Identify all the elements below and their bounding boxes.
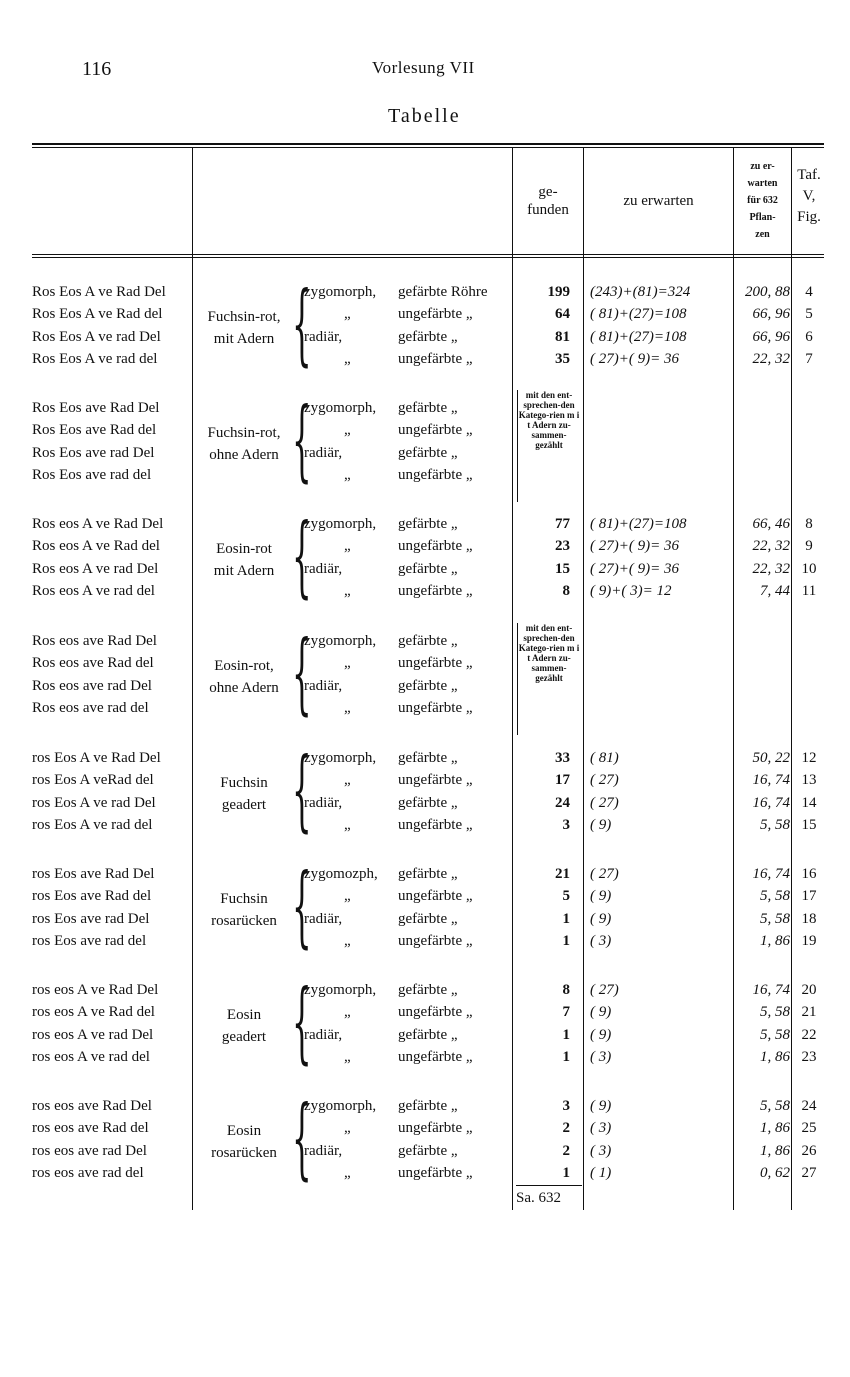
expected-632-cell: 200, 88 (745, 284, 790, 300)
figure-cell: 7 (805, 350, 813, 367)
expected-632-cell: 16, 74 (752, 772, 790, 789)
expected-632-cell: 22, 32 (752, 350, 790, 367)
expected-cell: ( 27) (590, 794, 619, 811)
note-bracket (517, 623, 518, 735)
found-cell: 3 (562, 816, 570, 833)
color-cell: gefärbte „ (398, 400, 458, 416)
genotype-cell: ros Eos ave rad del (32, 932, 147, 949)
expected-cell: ( 9) (590, 816, 612, 833)
group-label: Fuchsin geadert (220, 775, 268, 813)
page-number: 116 (82, 58, 112, 80)
form-cell: „ (344, 466, 351, 483)
group-label: Fuchsin-rot, ohne Adern (207, 425, 281, 463)
form-cell: „ (344, 538, 351, 555)
form-cell: „ (344, 422, 351, 439)
color-cell: ungefärbte „ (398, 1120, 473, 1137)
expected-632-cell: 5, 58 (760, 816, 790, 833)
genotype-cell: Ros Eos ave rad Del (32, 444, 155, 461)
group-label: Eosin-rot, ohne Adern (209, 658, 279, 696)
color-cell: gefärbte „ (398, 866, 458, 882)
expected-cell: ( 9) (590, 1004, 612, 1021)
genotype-cell: Ros eos ave rad Del (32, 677, 152, 694)
color-cell: gefärbte „ (398, 1098, 458, 1114)
genotype-cell: Ros Eos ave rad del (32, 466, 152, 483)
genotype-cell: ros Eos A veRad del (32, 772, 154, 789)
form-cell: „ (344, 888, 351, 905)
header-bottom-rule-2 (32, 257, 824, 258)
genotype-cell: Ros eos ave Rad del (32, 655, 154, 672)
brace-icon: { (292, 854, 312, 957)
genotype-cell: ros eos A ve Rad del (32, 1004, 155, 1021)
found-cell: 8 (562, 582, 570, 599)
genotype-cell: ros eos ave rad del (32, 1164, 144, 1181)
expected-cell: ( 27)+( 9)= 36 (590, 538, 679, 555)
color-cell: ungefärbte „ (398, 306, 473, 323)
found-cell: 7 (562, 1004, 570, 1021)
figure-cell: 26 (801, 1142, 817, 1159)
col-header-expected: zu erwarten (623, 193, 694, 209)
expected-cell: ( 3) (590, 1048, 612, 1065)
figure-cell: 25 (801, 1120, 817, 1137)
genotype-cell: ros Eos A ve Rad Del (32, 750, 161, 766)
form-cell: zygomorph, (304, 516, 377, 532)
expected-632-cell: 5, 58 (760, 1098, 790, 1114)
expected-cell: ( 81)+(27)=108 (590, 328, 687, 345)
found-cell: 24 (555, 794, 570, 811)
found-cell: 21 (555, 866, 570, 882)
expected-cell: (243)+(81)=324 (590, 284, 691, 300)
form-cell: radiär, (304, 677, 343, 694)
form-cell: „ (344, 1120, 351, 1137)
form-cell: zygomozph, (304, 866, 378, 882)
figure-cell: 13 (801, 772, 817, 789)
expected-632-cell: 50, 22 (752, 750, 790, 766)
color-cell: gefärbte „ (398, 444, 458, 461)
expected-cell: ( 27)+( 9)= 36 (590, 560, 679, 577)
expected-cell: ( 27) (590, 772, 619, 789)
color-cell: gefärbte „ (398, 794, 458, 811)
expected-cell: ( 9)+( 3)= 12 (590, 582, 672, 599)
header-bottom-rule (32, 254, 824, 255)
found-cell: 2 (562, 1120, 570, 1137)
form-cell: radiär, (304, 910, 343, 927)
note-bracket (517, 390, 518, 502)
expected-632-cell: 66, 96 (752, 328, 790, 345)
expected-632-cell: 5, 58 (760, 1004, 790, 1021)
form-cell: radiär, (304, 794, 343, 811)
form-cell: „ (344, 350, 351, 367)
form-cell: zygomorph, (304, 1098, 377, 1114)
expected-cell: ( 9) (590, 888, 612, 905)
brace-icon: { (292, 970, 312, 1073)
brace-icon: { (292, 621, 312, 724)
figure-cell: 15 (801, 816, 817, 833)
brace-icon: { (292, 1086, 312, 1189)
expected-cell: ( 81)+(27)=108 (590, 516, 687, 532)
figure-cell: 16 (801, 866, 817, 882)
genotype-cell: Ros eos A ve rad del (32, 582, 155, 599)
expected-632-cell: 22, 32 (752, 560, 790, 577)
genotype-cell: ros Eos A ve rad del (32, 816, 153, 833)
expected-cell: ( 81) (590, 750, 619, 766)
expected-632-cell: 66, 96 (752, 306, 790, 323)
form-cell: „ (344, 816, 351, 833)
total-rule (516, 1185, 582, 1186)
figure-cell: 19 (801, 932, 817, 949)
color-cell: ungefärbte „ (398, 888, 473, 905)
genotype-cell: Ros Eos A ve Rad Del (32, 284, 166, 300)
expected-cell: ( 3) (590, 932, 612, 949)
group-label: Fuchsin rosarücken (211, 891, 277, 929)
top-rule (32, 143, 824, 145)
col-rule-2 (512, 148, 513, 1210)
expected-cell: ( 3) (590, 1142, 612, 1159)
found-cell: 1 (562, 932, 570, 949)
col-rule-5 (791, 148, 792, 1210)
col-header-expected-632: zu er- warten für 632 Pflan- zen (747, 161, 778, 240)
expected-632-cell: 66, 46 (752, 516, 790, 532)
col-header-plate: Taf. V, Fig. (797, 167, 821, 225)
color-cell: ungefärbte „ (398, 422, 473, 439)
color-cell: gefärbte „ (398, 633, 458, 649)
color-cell: ungefärbte „ (398, 1048, 473, 1065)
expected-632-cell: 5, 58 (760, 888, 790, 905)
expected-cell: ( 1) (590, 1164, 612, 1181)
form-cell: zygomorph, (304, 284, 377, 300)
form-cell: radiär, (304, 560, 343, 577)
found-cell: 1 (562, 1048, 570, 1065)
expected-632-cell: 16, 74 (752, 794, 790, 811)
genotype-cell: Ros Eos A ve Rad del (32, 306, 163, 323)
figure-cell: 10 (801, 560, 817, 577)
color-cell: ungefärbte „ (398, 655, 473, 672)
found-cell: 2 (562, 1142, 570, 1159)
form-cell: „ (344, 772, 351, 789)
genotype-cell: ros Eos ave rad Del (32, 910, 150, 927)
group-label: Eosin-rot mit Adern (213, 541, 275, 579)
figure-cell: 4 (805, 284, 813, 300)
running-header: Vorlesung VII (372, 58, 475, 77)
form-cell: radiär, (304, 1142, 343, 1159)
genotype-cell: Ros eos ave rad del (32, 699, 149, 716)
color-cell: gefärbte „ (398, 1142, 458, 1159)
top-rule-thin (32, 147, 824, 148)
found-cell: 8 (562, 982, 570, 998)
figure-cell: 8 (805, 516, 813, 532)
genotype-cell: ros eos ave rad Del (32, 1142, 147, 1159)
genotype-cell: Ros Eos A ve rad del (32, 350, 158, 367)
color-cell: ungefärbte „ (398, 582, 473, 599)
form-cell: „ (344, 1048, 351, 1065)
found-cell: 77 (555, 516, 570, 532)
expected-cell: ( 27) (590, 866, 619, 882)
genotype-cell: ros Eos A ve rad Del (32, 794, 156, 811)
brace-icon: { (292, 272, 312, 375)
form-cell: radiär, (304, 444, 343, 461)
color-cell: ungefärbte „ (398, 772, 473, 789)
genotype-cell: ros eos A ve Rad Del (32, 982, 159, 998)
figure-cell: 17 (801, 888, 817, 905)
genotype-cell: ros eos A ve rad del (32, 1048, 150, 1065)
figure-cell: 5 (805, 306, 813, 323)
color-cell: gefärbte „ (398, 982, 458, 998)
genotype-cell: ros eos ave Rad Del (32, 1098, 152, 1114)
color-cell: ungefärbte „ (398, 816, 473, 833)
col-rule-3 (583, 148, 584, 1210)
genotype-cell: Ros eos A ve Rad del (32, 538, 160, 555)
found-cell: 1 (562, 1026, 570, 1043)
expected-cell: ( 3) (590, 1120, 612, 1137)
found-cell: 17 (555, 772, 570, 789)
found-cell: 81 (555, 328, 570, 345)
form-cell: zygomorph, (304, 633, 377, 649)
figure-cell: 20 (801, 982, 817, 998)
color-cell: ungefärbte „ (398, 1004, 473, 1021)
figure-cell: 9 (805, 538, 813, 555)
found-cell: 5 (562, 888, 570, 905)
form-cell: „ (344, 306, 351, 323)
figure-cell: 12 (801, 750, 817, 766)
brace-icon: { (292, 504, 312, 607)
form-cell: radiär, (304, 328, 343, 345)
found-cell: 3 (562, 1098, 570, 1114)
expected-632-cell: 16, 74 (752, 866, 790, 882)
col-header-found: ge- funden (527, 184, 569, 218)
figure-cell: 18 (801, 910, 817, 927)
figure-cell: 21 (801, 1004, 817, 1021)
form-cell: zygomorph, (304, 400, 377, 416)
color-cell: gefärbte „ (398, 910, 458, 927)
color-cell: ungefärbte „ (398, 932, 473, 949)
color-cell: gefärbte „ (398, 328, 458, 345)
form-cell: zygomorph, (304, 982, 377, 998)
figure-cell: 11 (801, 582, 817, 599)
expected-cell: ( 81)+(27)=108 (590, 306, 687, 323)
color-cell: ungefärbte „ (398, 538, 473, 555)
color-cell: gefärbte „ (398, 560, 458, 577)
found-cell: 23 (555, 538, 570, 555)
found-cell: 199 (547, 284, 570, 300)
group-label: Fuchsin-rot, mit Adern (207, 309, 281, 347)
color-cell: gefärbte „ (398, 1026, 458, 1043)
expected-cell: ( 9) (590, 1098, 612, 1114)
color-cell: gefärbte Röhre (398, 284, 488, 300)
form-cell: radiär, (304, 1026, 343, 1043)
found-cell: 15 (555, 560, 570, 577)
expected-632-cell: 1, 86 (760, 1120, 790, 1137)
found-cell: 33 (555, 750, 570, 766)
genotype-cell: ros eos A ve rad Del (32, 1026, 154, 1043)
genotype-cell: ros Eos ave Rad del (32, 888, 152, 905)
genotype-cell: Ros eos A ve rad Del (32, 560, 159, 577)
genotype-cell: Ros eos A ve Rad Del (32, 516, 164, 532)
genotype-cell: Ros eos ave Rad Del (32, 633, 157, 649)
color-cell: gefärbte „ (398, 750, 458, 766)
figure-cell: 6 (805, 328, 813, 345)
expected-632-cell: 1, 86 (760, 932, 790, 949)
expected-632-cell: 0, 62 (760, 1164, 790, 1181)
group-note: mit den ent-sprechen-den Katego-rien m i t Adern zu-sammen-gezählt (518, 623, 580, 683)
group-label: Eosin rosarücken (211, 1123, 277, 1161)
expected-632-cell: 5, 58 (760, 910, 790, 927)
expected-cell: ( 27)+( 9)= 36 (590, 350, 679, 367)
expected-632-cell: 1, 86 (760, 1048, 790, 1065)
genotype-cell: ros eos ave Rad del (32, 1120, 149, 1137)
form-cell: „ (344, 1164, 351, 1181)
expected-cell: ( 27) (590, 982, 619, 998)
expected-632-cell: 16, 74 (752, 982, 790, 998)
figure-cell: 23 (801, 1048, 817, 1065)
total-label: Sa. 632 (516, 1190, 561, 1206)
color-cell: ungefärbte „ (398, 699, 473, 716)
group-note: mit den ent-sprechen-den Katego-rien m i t Adern zu-sammen-gezählt (518, 390, 580, 450)
genotype-cell: Ros Eos ave Rad del (32, 422, 157, 439)
form-cell: „ (344, 1004, 351, 1021)
figure-cell: 14 (801, 794, 817, 811)
figure-cell: 24 (801, 1098, 817, 1114)
expected-cell: ( 9) (590, 910, 612, 927)
found-cell: 1 (562, 1164, 570, 1181)
expected-cell: ( 9) (590, 1026, 612, 1043)
genotype-cell: ros Eos ave Rad Del (32, 866, 155, 882)
expected-632-cell: 5, 58 (760, 1026, 790, 1043)
figure-cell: 27 (801, 1164, 817, 1181)
found-cell: 35 (555, 350, 570, 367)
expected-632-cell: 7, 44 (760, 582, 790, 599)
color-cell: ungefärbte „ (398, 466, 473, 483)
brace-icon: { (292, 388, 312, 491)
color-cell: ungefärbte „ (398, 1164, 473, 1181)
color-cell: gefärbte „ (398, 516, 458, 532)
form-cell: „ (344, 932, 351, 949)
color-cell: ungefärbte „ (398, 350, 473, 367)
genotype-cell: Ros Eos A ve rad Del (32, 328, 161, 345)
found-cell: 1 (562, 910, 570, 927)
form-cell: „ (344, 699, 351, 716)
expected-632-cell: 1, 86 (760, 1142, 790, 1159)
found-cell: 64 (555, 306, 570, 323)
figure-cell: 22 (801, 1026, 817, 1043)
color-cell: gefärbte „ (398, 677, 458, 694)
table-title: Tabelle (388, 105, 461, 127)
brace-icon: { (292, 738, 312, 841)
expected-632-cell: 22, 32 (752, 538, 790, 555)
group-label: Eosin geadert (221, 1007, 267, 1045)
form-cell: „ (344, 582, 351, 599)
form-cell: zygomorph, (304, 750, 377, 766)
genotype-cell: Ros Eos ave Rad Del (32, 400, 160, 416)
form-cell: „ (344, 655, 351, 672)
